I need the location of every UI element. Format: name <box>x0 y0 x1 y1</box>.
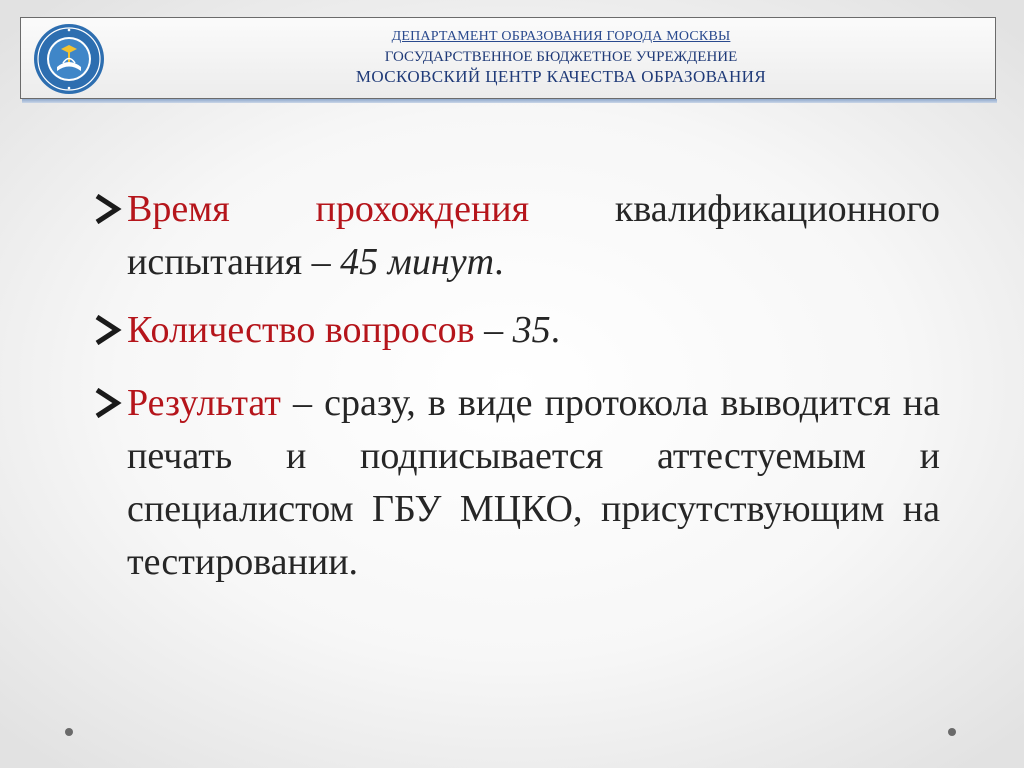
mcko-logo-icon <box>33 23 105 95</box>
institution-name: МОСКОВСКИЙ ЦЕНТР КАЧЕСТВА ОБРАЗОВАНИЯ <box>355 67 767 86</box>
duration-value: 45 минут <box>340 241 495 283</box>
result-label: Результат <box>127 382 281 424</box>
result-text: – сразу, в виде протокола выводится на печать и подписывается аттестуемым и специалистом ГБУ МЦКО, присутствующим на тестировании. <box>127 382 940 583</box>
arrow-bullet-icon <box>92 315 122 345</box>
corner-dot-right <box>948 728 956 736</box>
arrow-bullet-icon <box>92 388 122 418</box>
question-count-label: Количество вопросов <box>127 309 475 351</box>
duration-tail: . <box>494 241 504 283</box>
header-title <box>251 27 871 87</box>
institution-type: ГОСУДАРСТВЕННОЕ БЮДЖЕТНОЕ УЧРЕЖДЕНИЕ <box>384 49 738 65</box>
department-link[interactable]: ДЕПАРТАМЕНТ ОБРАЗОВАНИЯ ГОРОДА МОСКВЫ <box>391 29 731 44</box>
bullet-result <box>90 377 940 589</box>
header-underline <box>22 99 997 103</box>
question-count-text: – <box>474 309 513 351</box>
question-count-value: 35 <box>512 309 551 351</box>
arrow-bullet-icon <box>92 194 122 224</box>
bullet-duration <box>90 183 940 289</box>
slide-content <box>90 183 940 609</box>
header-box <box>20 17 996 99</box>
duration-text: квалификационного испытания – <box>127 188 940 283</box>
duration-label: Время прохождения <box>127 188 530 230</box>
bullet-question-count <box>90 304 940 357</box>
corner-dot-left <box>65 728 73 736</box>
question-count-tail: . <box>550 309 561 351</box>
